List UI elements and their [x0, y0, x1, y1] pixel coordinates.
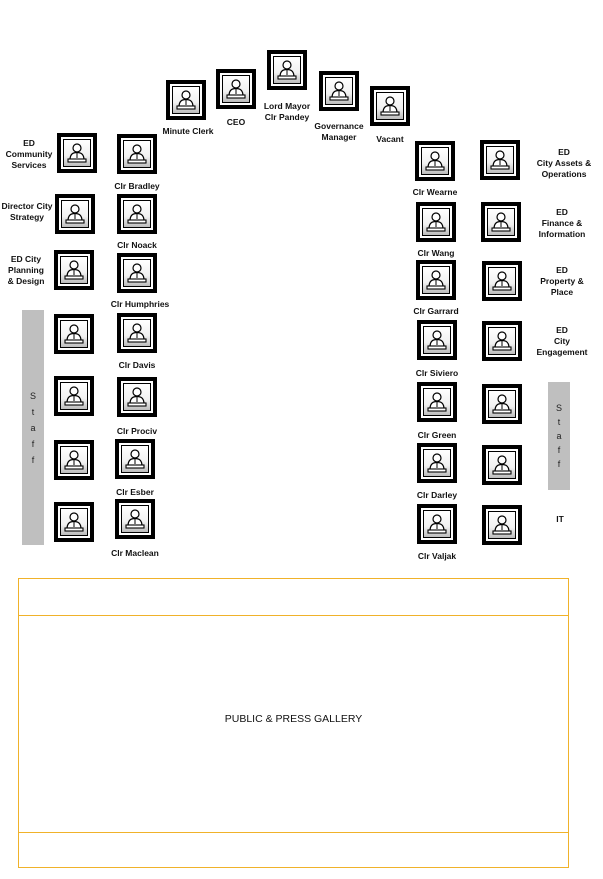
seat-clr-wang: [416, 202, 456, 242]
person-at-desk-icon: [67, 142, 87, 164]
person-at-desk-icon: [426, 211, 446, 233]
person-at-desk-icon: [427, 391, 447, 413]
person-at-desk-icon: [125, 448, 145, 470]
label-clr-davis: Clr Davis: [118, 360, 156, 370]
staff-letter: S: [29, 390, 36, 401]
label-clr-siviero: Clr Siviero: [415, 368, 459, 378]
label-ed-finance: ED Finance & Information: [538, 207, 586, 239]
staff-letter: f: [557, 459, 561, 469]
person-at-desk-icon: [492, 270, 512, 292]
staff-letter: t: [557, 417, 561, 427]
public-press-gallery: [18, 578, 569, 868]
seat-ed-city-engagement: [482, 321, 522, 361]
person-at-desk-icon: [492, 393, 512, 415]
staff-letter: a: [556, 431, 562, 441]
label-clr-humphries: Clr Humphries: [110, 299, 170, 309]
person-at-desk-icon: [425, 150, 445, 172]
seat-staff-left-1: [54, 314, 94, 354]
label-ed-city-assets: ED City Assets & Operations: [536, 147, 592, 179]
label-ed-city-engagement: ED City Engagement: [536, 325, 588, 357]
label-clr-maclean: Clr Maclean: [111, 548, 159, 558]
label-clr-green: Clr Green: [417, 430, 457, 440]
seat-ed-city-assets: [480, 140, 520, 180]
staff-letter: a: [30, 422, 36, 433]
person-at-desk-icon: [427, 452, 447, 474]
person-at-desk-icon: [491, 211, 511, 233]
person-at-desk-icon: [127, 386, 147, 408]
person-at-desk-icon: [127, 203, 147, 225]
staff-letter: f: [31, 438, 35, 449]
seat-director-city-strategy: [55, 194, 95, 234]
seat-staff-left-3: [54, 440, 94, 480]
label-clr-prociv: Clr Prociv: [116, 426, 158, 436]
label-clr-valjak: Clr Valjak: [417, 551, 457, 561]
seat-ceo: [216, 69, 256, 109]
seat-vacant: [370, 86, 410, 126]
seat-staff-left-4: [54, 502, 94, 542]
seat-clr-esber: [115, 439, 155, 479]
label-vacant: Vacant: [376, 134, 404, 144]
label-clr-noack: Clr Noack: [117, 240, 157, 250]
label-clr-wearne: Clr Wearne: [412, 187, 458, 197]
label-director-city-strategy: Director City Strategy: [1, 201, 53, 222]
staff-letter: t: [31, 406, 35, 417]
person-at-desk-icon: [490, 149, 510, 171]
label-ceo: CEO: [226, 117, 246, 127]
seat-clr-darley: [417, 443, 457, 483]
seat-it: [482, 505, 522, 545]
person-at-desk-icon: [125, 508, 145, 530]
label-lord-mayor: Lord Mayor Clr Pandey: [263, 101, 311, 122]
seat-clr-valjak: [417, 504, 457, 544]
person-at-desk-icon: [64, 323, 84, 345]
seat-minute-clerk: [166, 80, 206, 120]
label-minute-clerk: Minute Clerk: [162, 126, 214, 136]
seat-clr-wearne: [415, 141, 455, 181]
person-at-desk-icon: [427, 329, 447, 351]
seat-staff-right-1: [482, 384, 522, 424]
person-at-desk-icon: [127, 322, 147, 344]
gallery-divider-top: [19, 615, 568, 616]
seat-governance-manager: [319, 71, 359, 111]
seat-clr-noack: [117, 194, 157, 234]
seat-ed-city-planning: [54, 250, 94, 290]
label-governance-manager: Governance Manager: [314, 121, 364, 142]
person-at-desk-icon: [64, 385, 84, 407]
label-clr-darley: Clr Darley: [416, 490, 458, 500]
seat-clr-humphries: [117, 253, 157, 293]
seat-staff-left-2: [54, 376, 94, 416]
gallery-divider-bottom: [19, 832, 568, 833]
label-clr-garrard: Clr Garrard: [413, 306, 459, 316]
seat-clr-siviero: [417, 320, 457, 360]
seat-clr-green: [417, 382, 457, 422]
gallery-title: PUBLIC & PRESS GALLERY: [224, 713, 363, 725]
person-at-desk-icon: [329, 80, 349, 102]
person-at-desk-icon: [492, 330, 512, 352]
person-at-desk-icon: [65, 203, 85, 225]
staff-letter: f: [557, 445, 561, 455]
seat-lord-mayor: [267, 50, 307, 90]
person-at-desk-icon: [64, 449, 84, 471]
label-clr-wang: Clr Wang: [417, 248, 455, 258]
staff-bar-left: [22, 310, 44, 545]
staff-letter: S: [555, 403, 562, 413]
person-at-desk-icon: [127, 143, 147, 165]
person-at-desk-icon: [226, 78, 246, 100]
person-at-desk-icon: [380, 95, 400, 117]
seat-clr-prociv: [117, 377, 157, 417]
staff-bar-right: [548, 382, 570, 490]
person-at-desk-icon: [176, 89, 196, 111]
staff-letter: f: [31, 454, 35, 465]
seat-clr-garrard: [416, 260, 456, 300]
label-it: IT: [556, 514, 564, 524]
seat-clr-maclean: [115, 499, 155, 539]
label-ed-city-planning: ED City Planning & Design: [7, 254, 45, 286]
seat-ed-community-services: [57, 133, 97, 173]
seat-clr-bradley: [117, 134, 157, 174]
seat-ed-finance: [481, 202, 521, 242]
person-at-desk-icon: [64, 511, 84, 533]
seat-ed-property: [482, 261, 522, 301]
person-at-desk-icon: [127, 262, 147, 284]
person-at-desk-icon: [492, 454, 512, 476]
label-clr-bradley: Clr Bradley: [114, 181, 160, 191]
label-ed-property: ED Property & Place: [540, 265, 584, 297]
person-at-desk-icon: [492, 514, 512, 536]
label-clr-esber: Clr Esber: [116, 487, 154, 497]
person-at-desk-icon: [426, 269, 446, 291]
label-ed-community-services: ED Community Services: [5, 138, 53, 170]
seat-staff-right-2: [482, 445, 522, 485]
person-at-desk-icon: [277, 59, 297, 81]
seat-clr-davis: [117, 313, 157, 353]
person-at-desk-icon: [64, 259, 84, 281]
person-at-desk-icon: [427, 513, 447, 535]
